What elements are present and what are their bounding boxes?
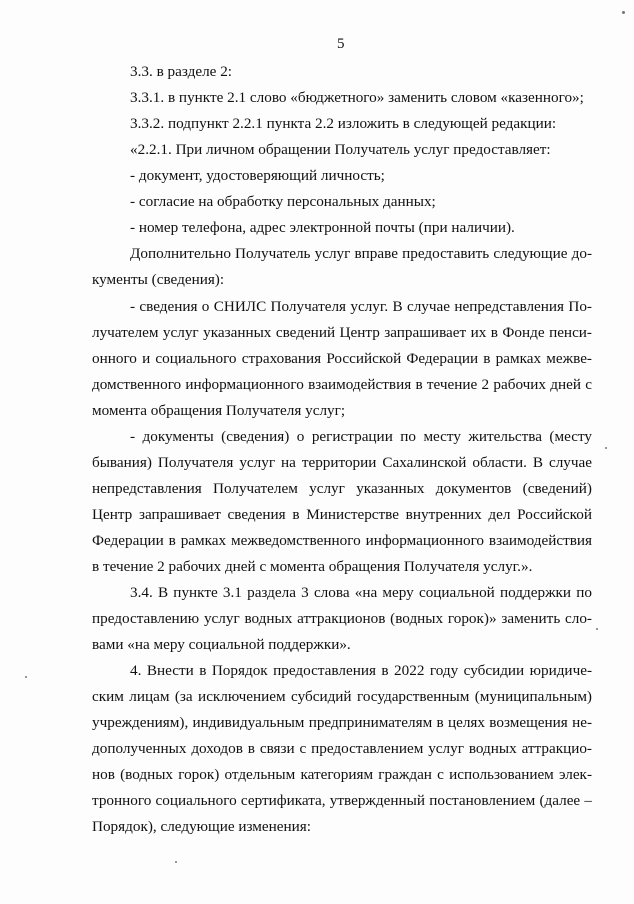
paragraph-registration-line-1: - документы (сведения) о регистрации по месту жительства (месту [130,428,592,445]
paragraph-registration-line-2: бывания) Получателя услуг на территории Сахалинской области. В случае [92,454,592,471]
paragraph-additional-line-1: Дополнительно Получатель услуг вправе предоставить следующие до- [130,245,592,262]
scan-dot-mark [25,676,27,678]
paragraph-4-line-6: тронного социального сертификата, утвержденный постановлением (далее – [92,792,592,809]
paragraph-3-3: 3.3. в разделе 2: [130,63,233,80]
paragraph-3-3-2: 3.3.2. подпункт 2.2.1 пункта 2.2 изложить в следующей редакции: [130,115,557,132]
paragraph-4-line-1: 4. Внести в Порядок предоставления в 2022 году субсидии юридиче- [130,662,592,679]
paragraph-snils-line-3: онного и социального страхования Российской Федерации в рамках межве- [92,350,592,367]
paragraph-4-line-4: дополученных доходов в связи с предоставлением услуг водных аттракцио- [92,740,592,757]
list-item-document: - документ, удостоверяющий личность; [130,167,385,184]
list-item-consent: - согласие на обработку персональных данных; [130,193,436,210]
paragraph-registration-line-4: Центр запрашивает сведения в Министерстве внутренних дел Российской [92,506,592,523]
paragraph-4-line-3: учреждениям), индивидуальным предпринимателям в целях возмещения не- [92,714,592,731]
paragraph-additional-line-2: кументы (сведения): [92,271,225,288]
scan-dot-mark [175,861,177,863]
scan-dot-mark [622,11,625,14]
paragraph-4-line-5: нов (водных горок) отдельным категориям граждан с использованием элек- [92,766,592,783]
paragraph-snils-line-2: лучателем услуг указанных сведений Центр запрашивает их в Фонде пенси- [92,324,592,341]
list-item-contacts: - номер телефона, адрес электронной почты (при наличии). [130,219,515,236]
paragraph-registration-line-5: Федерации в рамках межведомственного информационного взаимодействия [92,532,592,549]
paragraph-snils-line-4: домственного информационного взаимодействия в течение 2 рабочих дней с [92,376,592,393]
paragraph-registration-line-6: в течение 2 рабочих дней с момента обращения Получателя услуг.». [92,558,533,575]
scan-dot-mark [596,628,598,630]
paragraph-4-line-7: Порядок), следующие изменения: [92,818,311,835]
paragraph-3-3-1: 3.3.1. в пункте 2.1 слово «бюджетного» заменить словом «казенного»; [130,89,584,106]
paragraph-snils-line-1: - сведения о СНИЛС Получателя услуг. В случае непредставления По- [130,298,592,315]
paragraph-3-4-line-1: 3.4. В пункте 3.1 раздела 3 слова «на меру социальной поддержки по [130,584,592,601]
paragraph-2-2-1: «2.2.1. При личном обращении Получатель услуг предоставляет: [130,141,551,158]
paragraph-registration-line-3: непредставления Получателем услуг указанных документов (сведений) [92,480,592,497]
paragraph-3-4-line-2: предоставлению услуг водных аттракционов (водных горок)» заменить сло- [92,610,592,627]
page-number: 5 [337,36,345,52]
paragraph-3-4-line-3: вами «на меру социальной поддержки». [92,636,351,653]
scan-dot-mark [605,447,607,449]
paragraph-4-line-2: ским лицам (за исключением субсидий государственным (муниципальным) [92,688,592,705]
paragraph-snils-line-5: момента обращения Получателя услуг; [92,402,346,419]
